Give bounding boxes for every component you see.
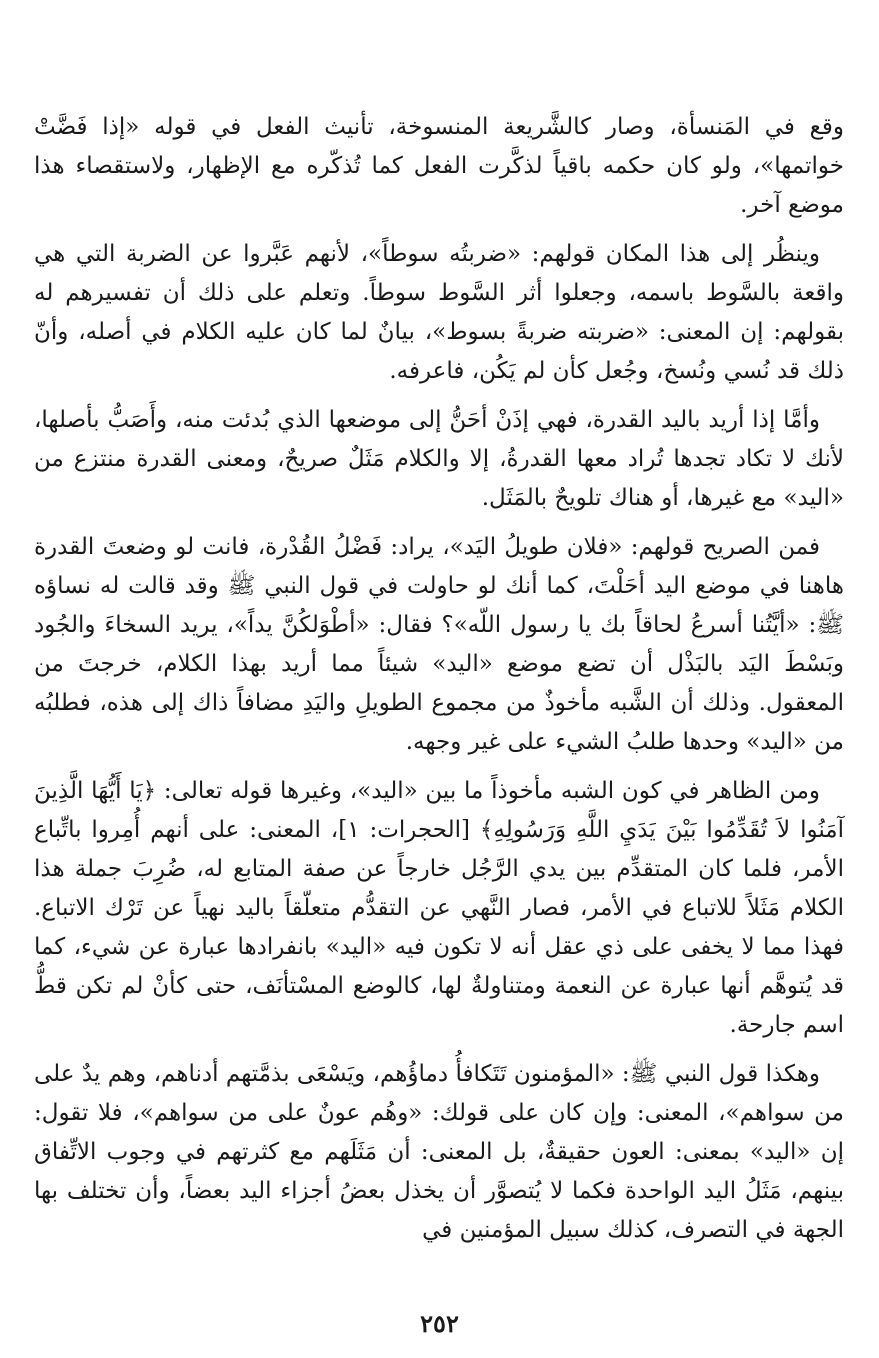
paragraph: وقع في المَنسأة، وصار كالشَّريعة المنسوخة، تأنيث الفعل في قوله «إذا فَضَّتْ خواتمها»، ولو كان حكمه باقياً لذكَّرت الفعل كما تُذكّره مع الإظهار، ولاستقصاء هذا موضع آخر. (34, 114, 844, 218)
paragraph: وينظُر إلى هذا المكان قولهم: «ضربتُه سوطاً»، لأنهم عَبَّروا عن الضربة التي هي واقعة بالسَّوط باسمه، وجعلوا أثر السَّوط سوطاً. وتعلم على ذلك أن تفسيرهم له بقولهم: إن المعنى: «ضربته ضربةً بسوط»، بيانٌ لما كان عليه الكلام في أصله، وأنّ ذلك قد نُسي ونُسخ، وجُعل كأن لم يَكُن، فاعرفه. (34, 241, 844, 384)
body-text (34, 108, 844, 1260)
paragraph: ومن الظاهر في كون الشبه مأخوذاً ما بين «اليد»، وغيرها قوله تعالى: ﴿يَا أَيُّهَا الَّذِينَ آمَنُوا لاَ تُقَدِّمُوا بَيْنَ يَدَيِ اللَّهِ وَرَسُولِهِ﴾ [الحجرات: ١]، المعنى: على أنهم أُمِروا باتِّباع الأمر، فلما كان المتقدِّم بين يدي الرَّجُل خارجاً عن صفة المتابع له، ضُرِبَ جملة هذا الكلام مَثَلاً للاتباع في الأمر، فصار النَّهي عن التقدُّم متعلّقاً باليد نهياً عن تَرْك الاتباع. فهذا مما لا يخفى على ذي عقل أنه لا تكون فيه «اليد» بانفرادها عبارة عن شيء، كما قد يُتوهَّم أنها عبارة عن النعمة ومتناولةٌ لها، كالوضع المسْتأنَف، حتى كأنْ لم تكن قطُّ اسم جارحة. (34, 778, 844, 1038)
paragraph: وأمَّا إذا أريد باليد القدرة، فهي إذَنْ أحَنُّ إلى موضعها الذي بُدئت منه، وأَصَبُّ بأصلها، لأنك لا تكاد تجدها تُراد معها القدرةُ، إلا والكلام مَثَلٌ صريحٌ، ومعنى القدرة منتزع من «اليد» مع غيرها، أو هناك تلويحٌ بالمَثَل. (34, 407, 844, 511)
page-number: ٢٥٢ (420, 1309, 459, 1338)
paragraph: وهكذا قول النبي ﷺ: «المؤمنون تَتَكافأُ دماؤُهم، ويَسْعَى بذمَّتهم أدناهم، وهم يدٌ على من سواهم»، المعنى: وإن كان على قولك: «وهُم عونٌ على من سواهم»، فلا تقول: إن «اليد» بمعنى: العون حقيقةٌ، بل المعنى: أن مَثَلَهم مع كثرتهم في وجوب الاتِّفاق بينهم، مَثَلُ اليد الواحدة فكما لا يُتصوَّر أن يخذل بعضُ أجزاء اليد بعضاً، وأن تختلف بها الجهة في التصرف، كذلك سبيل المؤمنين في (34, 1061, 844, 1243)
paragraph: فمن الصريح قولهم: «فلان طويلُ اليَد»، يراد: فَضْلُ القُدْرة، فانت لو وضعتَ القدرة هاهنا في موضع اليد أحَلْتَ، كما أنك لو حاولت في قول النبي ﷺ وقد قالت له نساؤه ﷺ: «أيَّتُنا أسرعُ لحاقاً بك يا رسول اللّه»؟ فقال: «أطْوَلكُنَّ يداً»، يريد السخاءَ والجُود وبَسْطَ اليَد بالبَذْل أن تضع موضع «اليد» شيئاً مما أريد بهذا الكلام، خرجتَ من المعقول. وذلك أن الشَّبه مأخوذٌ من مجموع الطويلِ واليَدِ مضافاً ذاك إلى هذه، فطلبُه من «اليد» وحدها طلبُ الشيء على غير وجهه. (34, 534, 844, 755)
